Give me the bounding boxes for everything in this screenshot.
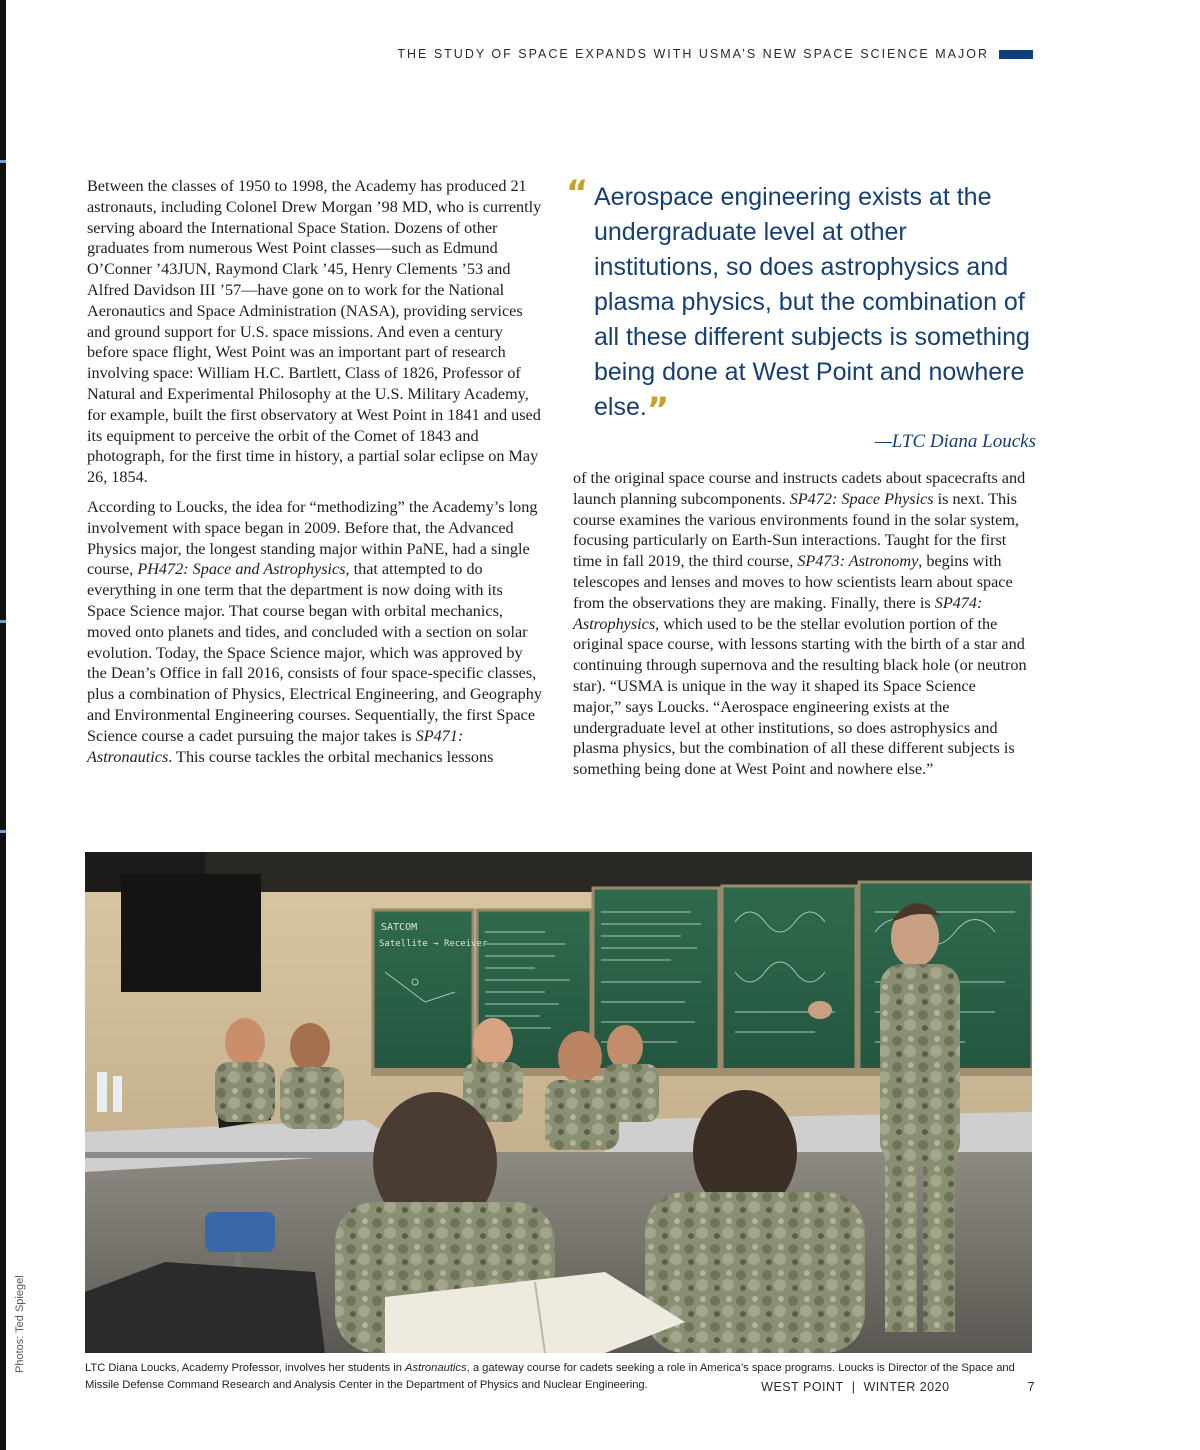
pull-quote: [566, 173, 1036, 453]
pull-quote-text-block: [566, 173, 1036, 430]
text-run: , that attempted to do everything in one term that the department is now doing with its Space Science major. That course began with orbital mechanics, moved onto planets and tides, and concluded with a section on solar evolution. Today, the Space Science major, which was approved by the Dean’s Office in fall 2016, consists of four space-specific classes, plus a combination of Physics, Electrical Engineering, and Geography and Environmental Engineering courses. Sequentially, the first Space Science course a cadet pursuing the major takes is: [87, 560, 542, 745]
pull-quote-text: Aerospace engineering exists at the undergraduate level at other institutions, so does astrophysics and plasma physics, but the combination of all these different subjects is something being done at West Point and nowhere else.: [594, 183, 1030, 421]
course-name: SP472: Space Physics: [789, 489, 934, 508]
close-quote-mark: ”: [646, 390, 670, 430]
course-name: SP474: Astrophysics: [573, 593, 983, 633]
course-name: SP473: Astronomy: [797, 552, 919, 571]
photo-credit: [14, 1275, 28, 1373]
board-text: Satellite → Receiver: [379, 939, 488, 949]
text-run: , begins with telescopes and lenses and moves to how scientists learn about space from the observations they are making. Finally, there is: [573, 552, 1013, 612]
page-footer: [761, 1380, 1035, 1394]
publication-name: WEST POINT: [761, 1380, 844, 1394]
page-edge-spark: [0, 620, 6, 623]
page-number: 7: [1027, 1380, 1035, 1394]
issue-date: WINTER 2020: [863, 1380, 950, 1394]
text-run: , which used to be the stellar evolution portion of the original space course, with lessons starting with the birth of a star and continuing through supernova and the resulting black hole (or neutron star). “USMA is unique in the way it shaped its Space Science major,” says Loucks. “Aerospace engineering exists at the undergraduate level at other institutions, so does astrophysics and plasma physics, but the combination of all these different subjects is something being done at West Point and nowhere else.”: [573, 614, 1027, 779]
article-paragraph: Between the classes of 1950 to 1998, the Academy has produced 21 astronauts, including Colonel Drew Morgan ’98 MD, who is currently serving aboard the International Space Station. Dozens of other graduates from numerous West Point classes—such as Edmund O’Conner ’43JUN, Raymond Clark ’45, Henry Clements ’53 and Alfred Davidson III ’57—have gone on to work for the National Aeronautics and Space Administration (NASA), providing services and ground support for U.S. space missions. And even a century before space flight, West Point was an important part of research involving space: William H.C. Bartlett, Class of 1826, Professor of Natural and Experimental Philosophy at the U.S. Military Academy, for example, built the first observatory at West Point in 1841 and used its equipment to perceive the orbit of the Comet of 1843 and photograph, for the first time in history, a partial solar eclipse on May 26, 1854.: [87, 177, 542, 487]
article-paragraph: [573, 468, 1028, 780]
text-run: LTC Diana Loucks, Academy Professor, involves her students in: [85, 1362, 406, 1374]
board-text: SATCOM: [381, 922, 418, 933]
open-quote-mark: “: [566, 173, 589, 213]
article-left-column: [87, 176, 542, 776]
text-run: is next. This course examines the various environments found in the solar system, focusing particularly on Earth-Sun interactions. Taught for the first time in fall 2019, the third course,: [573, 489, 1019, 571]
course-name: PH472: Space and Astrophysics: [137, 560, 346, 579]
pull-quote-attribution: —LTC Diana Loucks: [874, 431, 1036, 452]
course-name: SP471: Astronautics: [87, 726, 464, 766]
text-run: , a gateway course for cadets seeking a role in America’s space programs. Loucks is Director of the Space and Missile Defense Command Research and Analysis Center in the Department of Physics and Nuclear Engineering.: [85, 1362, 1015, 1391]
article-right-column: [573, 468, 1028, 789]
page-edge-spark: [0, 160, 6, 163]
page-edge-spark: [0, 830, 6, 833]
photo-credit-text: Photos: Ted Spiegel: [14, 1275, 26, 1373]
text-run: According to Loucks, the idea for “methodizing” the Academy’s long involvement with space began in 2009. Before that, the Advanced Physics major, the longest standing major within PaNE, had a single course,: [87, 497, 538, 579]
running-head-title: THE STUDY OF SPACE EXPANDS WITH USMA’S NEW SPACE SCIENCE MAJOR: [397, 47, 989, 61]
text-run: of the original space course and instructs cadets about spacecrafts and launch planning subcomponents.: [573, 469, 1026, 508]
article-paragraph: [87, 497, 542, 767]
page-edge: [0, 0, 6, 1450]
classroom-photo: [85, 852, 1032, 1353]
classroom-photo-illustration: [85, 852, 1032, 1353]
running-head: [397, 47, 1033, 61]
course-name: Astronautics: [405, 1362, 467, 1374]
footer-separator: |: [851, 1380, 856, 1394]
running-head-bar: [999, 50, 1033, 59]
text-run: . This course tackles the orbital mechanics lessons: [168, 747, 494, 766]
